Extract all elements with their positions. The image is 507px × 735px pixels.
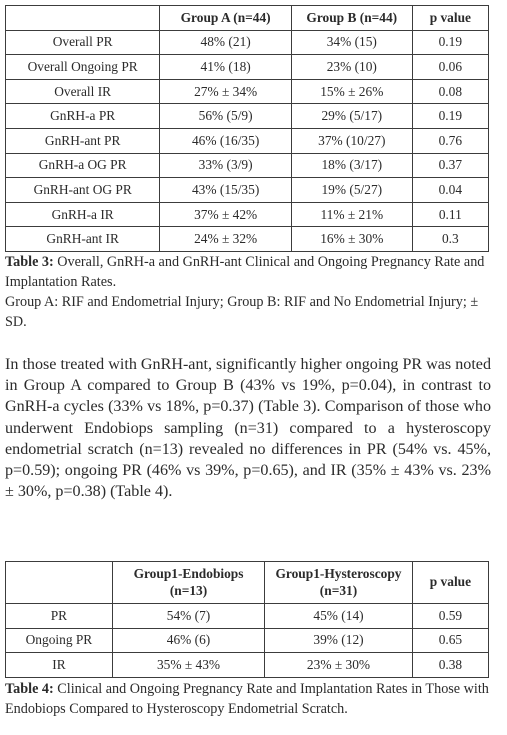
header-line: Group1-Hysteroscopy — [275, 566, 402, 582]
table-row — [6, 55, 489, 80]
table-cell: Overall Ongoing PR — [6, 55, 160, 80]
table-cell: 35% ± 43% — [112, 653, 264, 678]
table-cell: 0.3 — [412, 227, 488, 252]
table-row — [6, 653, 489, 678]
table-4-caption-text: Clinical and Ongoing Pregnancy Rate and Implantation Rates in Those with Endobiops Compared to Hysteroscopy Endometrial Scratch. — [5, 681, 489, 717]
table-4 — [5, 561, 489, 678]
table-cell: GnRH-ant PR — [6, 128, 160, 153]
table-cell: 0.08 — [412, 79, 488, 104]
table-3-header-empty — [6, 6, 160, 31]
table-cell: 15% ± 26% — [291, 79, 412, 104]
table-cell: 0.04 — [412, 178, 488, 203]
table-cell: 34% (15) — [291, 30, 412, 55]
table-cell: 0.38 — [412, 653, 488, 678]
table-cell: 0.19 — [412, 104, 488, 129]
table-3 — [5, 5, 489, 252]
table-row — [6, 202, 489, 227]
table-cell: GnRH-a PR — [6, 104, 160, 129]
table-cell: 0.37 — [412, 153, 488, 178]
table-4-caption — [5, 680, 491, 719]
table-cell: GnRH-ant OG PR — [6, 178, 160, 203]
table-row — [6, 604, 489, 629]
table-cell: 0.59 — [412, 604, 488, 629]
table-cell: PR — [6, 604, 113, 629]
table-4-header-row — [6, 562, 489, 604]
table-cell: 18% (3/17) — [291, 153, 412, 178]
table-cell: 37% ± 42% — [160, 202, 292, 227]
table-row — [6, 178, 489, 203]
table-cell: 19% (5/27) — [291, 178, 412, 203]
table-row — [6, 128, 489, 153]
table-cell: 23% (10) — [291, 55, 412, 80]
table-3-caption-text: Overall, GnRH-a and GnRH-ant Clinical and Ongoing Pregnancy Rate and Implantation Rates. — [5, 254, 485, 290]
table-3-header-row — [6, 6, 489, 31]
table-cell: 0.76 — [412, 128, 488, 153]
table-cell: GnRH-a IR — [6, 202, 160, 227]
table-cell: Overall PR — [6, 30, 160, 55]
table-cell: 41% (18) — [160, 55, 292, 80]
table-row — [6, 153, 489, 178]
table-cell: Overall IR — [6, 79, 160, 104]
body-paragraph: In those treated with GnRH-ant, significantly higher ongoing PR was noted in Group A compared to Group B (43% vs 19%, p=0.04), in contrast to GnRH-a cycles (33% vs 18%, p=0.37) (Table 3). Comparison of those who underwent Endobiops sampling (n=31) compared to a hysteroscopy endometrial scratch (n=13) revealed no differences in PR (54% vs. 45%, p=0.59); ongoing PR (46% vs 39%, p=0.65), and IR (35% ± 43% vs. 23% ± 30%, p=0.38) (Table 4). — [5, 356, 491, 501]
table-4-header-endobiops — [112, 562, 264, 604]
table-row — [6, 79, 489, 104]
table-cell: 45% (14) — [265, 604, 413, 629]
table-cell: 43% (15/35) — [160, 178, 292, 203]
table-cell: 23% ± 30% — [265, 653, 413, 678]
table-cell: 37% (10/27) — [291, 128, 412, 153]
header-line: Group1-Endobiops — [133, 566, 244, 582]
table-cell: 16% ± 30% — [291, 227, 412, 252]
table-cell: 39% (12) — [265, 628, 413, 653]
table-cell: Ongoing PR — [6, 628, 113, 653]
table-cell: 46% (6) — [112, 628, 264, 653]
table-cell: GnRH-a OG PR — [6, 153, 160, 178]
table-3-caption-label: Table 3: — [5, 254, 54, 270]
header-line: (n=31) — [319, 582, 358, 598]
table-3-footnote: Group A: RIF and Endometrial Injury; Group B: RIF and No Endometrial Injury; ± SD. — [5, 294, 479, 330]
table-3-header-group-a: Group A (n=44) — [160, 6, 292, 31]
table-cell: 0.19 — [412, 30, 488, 55]
table-cell: GnRH-ant IR — [6, 227, 160, 252]
table-cell: 29% (5/17) — [291, 104, 412, 129]
table-cell: 0.06 — [412, 55, 488, 80]
table-4-header-hysteroscopy — [265, 562, 413, 604]
table-4-header-p-value: p value — [412, 562, 488, 604]
table-row — [6, 30, 489, 55]
table-cell: 11% ± 21% — [291, 202, 412, 227]
table-3-caption — [5, 253, 491, 292]
table-4-header-empty — [6, 562, 113, 604]
table-3-header-p-value: p value — [412, 6, 488, 31]
table-row — [6, 628, 489, 653]
table-cell: 24% ± 32% — [160, 227, 292, 252]
table-3-header-group-b: Group B (n=44) — [291, 6, 412, 31]
table-cell: 27% ± 34% — [160, 79, 292, 104]
table-cell: 54% (7) — [112, 604, 264, 629]
table-cell: 0.11 — [412, 202, 488, 227]
table-cell: 33% (3/9) — [160, 153, 292, 178]
table-4-caption-label: Table 4: — [5, 681, 54, 697]
table-cell: IR — [6, 653, 113, 678]
table-cell: 0.65 — [412, 628, 488, 653]
table-row — [6, 104, 489, 129]
table-cell: 46% (16/35) — [160, 128, 292, 153]
table-cell: 48% (21) — [160, 30, 292, 55]
table-row — [6, 227, 489, 252]
header-line: (n=13) — [169, 582, 208, 598]
table-cell: 56% (5/9) — [160, 104, 292, 129]
